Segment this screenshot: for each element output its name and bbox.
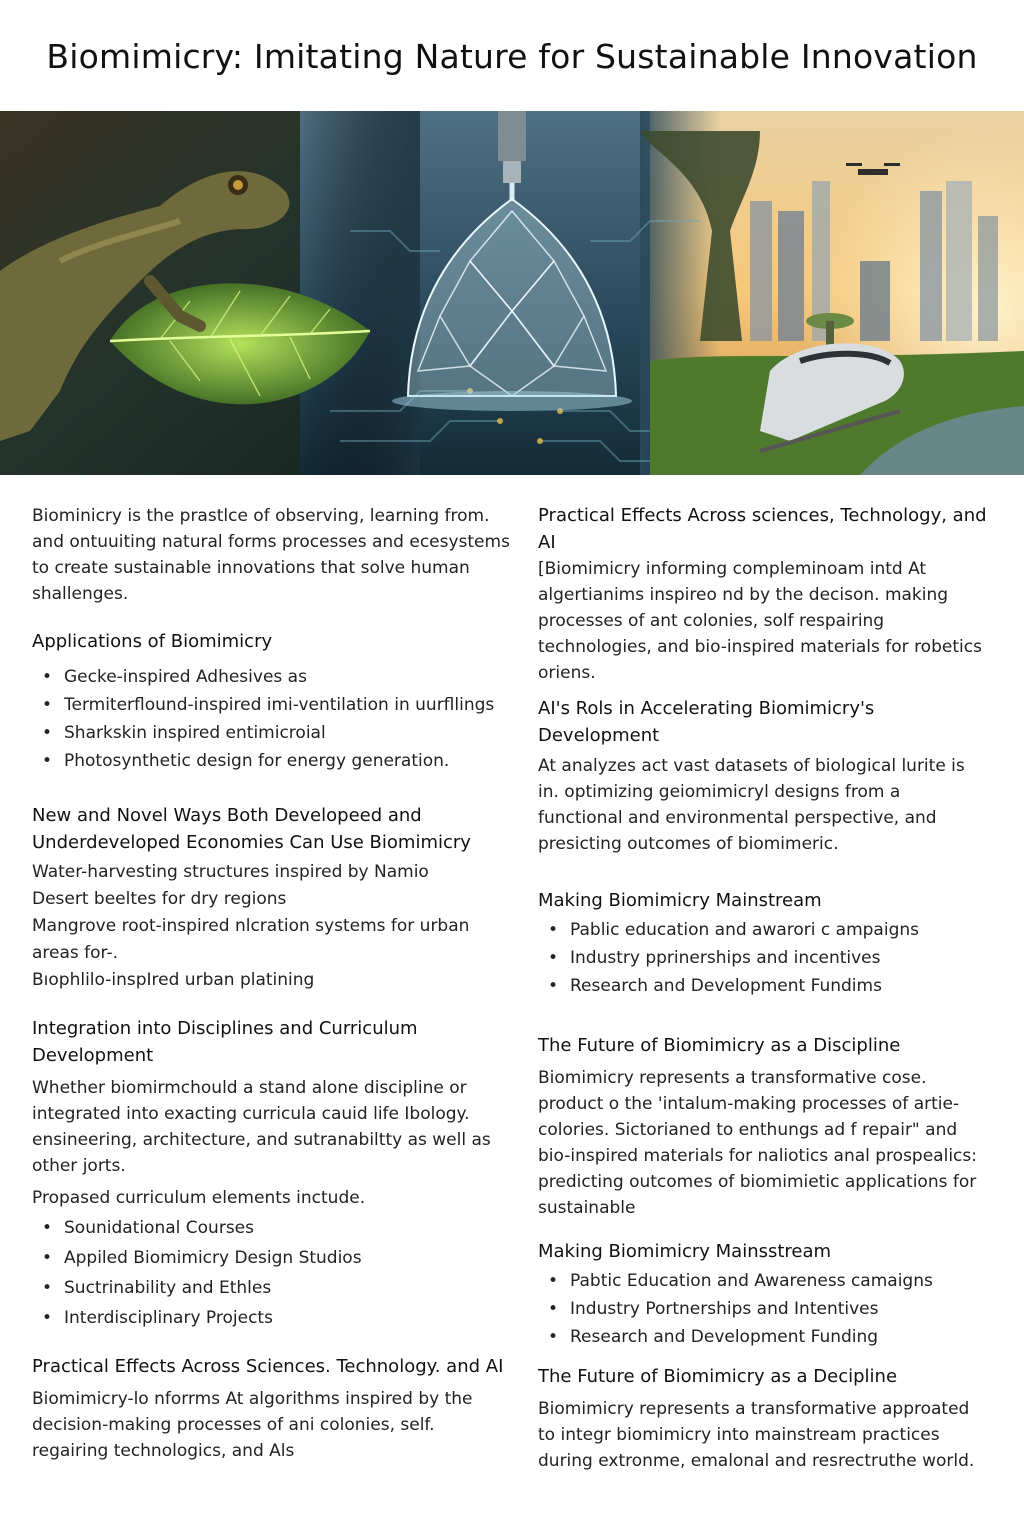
mainstream-list-2 [538, 1267, 988, 1351]
practical-heading-left: Practical Effects Across Sciences. Technology. and AI [32, 1356, 504, 1377]
integration-heading: Integration into Disciplines and Curriculum Development [32, 1018, 418, 1066]
mainstream-list-1 [538, 916, 988, 1000]
novel-line: Desert beeltes for dry regions [32, 889, 287, 909]
list-item: • Appiled Biomimicry Design Studios [32, 1243, 512, 1273]
integration-body: Whether biomirmchould a stand alone discipline or integrated into exacting curricula cauid life Ibology. ensineering, architecture, and sutranabiltty as well as other jorts. [32, 1078, 491, 1176]
practical-section-right [538, 502, 988, 686]
practical-body-right: [Biomimicry informing compleminoam intd At algertianims inspireo nd by the decison. making processes of ant colonies, solf respairing technologies, and bio-inspired materials for robetics oriens. [538, 559, 982, 683]
hero-illustration [0, 111, 1024, 475]
mainstream-section-2 [538, 1238, 988, 1351]
novel-line: Water-harvesting structures inspired by Namio [32, 862, 429, 882]
intro-section [32, 503, 512, 607]
practical-heading-right: Practical Effects Across sciences, Technology, and AI [538, 505, 987, 553]
future-section-1 [538, 1032, 988, 1221]
mainstream-heading-2: Making Biomimicry Mainsstream [538, 1241, 832, 1262]
ai-role-heading: AI's Rols in Accelerating Biomimicry's Development [538, 698, 875, 746]
list-item: • Pabtic Education and Awareness camaigns [538, 1267, 988, 1295]
nozzle [498, 111, 526, 161]
list-item: • Suctrinability and Ethles [32, 1273, 512, 1303]
list-item: • Termiterflound-inspired imi-ventilation in uurfllings [32, 691, 512, 719]
list-item: • Industry pprinerships and incentives [538, 944, 988, 972]
ai-role-body: At analyzes act vast datasets of biological lurite is in. optimizing geiomimicryl designs from a functional and environmental perspective, and presicting outcomes of biomimeric. [538, 756, 965, 854]
future-body-2: Biomimicry represents a transformative approated to integr biomimicry into mainstream practices during extronme, emalonal and resrectruthe world. [538, 1399, 975, 1471]
future-heading-1: The Future of Biomimicry as a Discipline [538, 1035, 901, 1056]
page-title: Biomimicry: Imitating Nature for Sustainable Innovation [46, 36, 978, 76]
practical-body-left: Biomimicry-lo nforrms At algorithms inspired by the decision-making processes of ani colonies, self. regairing technologics, and Als [32, 1389, 473, 1461]
list-item: • Sharkskin inspired entimicroial [32, 719, 512, 747]
mainstream-section-1 [538, 887, 988, 1000]
list-item: • Photosynthetic design for energy generation. [32, 747, 512, 775]
ai-role-section [538, 695, 988, 857]
list-item: • Research and Development Funding [538, 1323, 988, 1351]
novel-ways-section [32, 802, 512, 994]
mainstream-heading-1: Making Biomimicry Mainstream [538, 890, 822, 911]
novel-line: Bıophlilo-inspIred urban platining [32, 970, 315, 990]
future-section-2 [538, 1363, 988, 1474]
future-heading-2: The Future of Biomimicry as a Decipline [538, 1366, 898, 1387]
list-item: • Sounidational Courses [32, 1213, 512, 1243]
novel-ways-heading: New and Novel Ways Both Developeed and Underdeveloped Economies Can Use Biomimicry [32, 805, 471, 853]
novel-line: Mangrove root-inspired nlcration systems for urban areas for-. [32, 916, 470, 963]
practical-section-left [32, 1353, 512, 1464]
curriculum-subhead: Propased curriculum elements inctude. [32, 1188, 366, 1208]
list-item: • Interdisciplinary Projects [32, 1303, 512, 1333]
integration-section [32, 1015, 512, 1333]
list-item: • Research and Development Fundims [538, 972, 988, 1000]
future-body-1: Biomimicry represents a transformative cose. product o the 'intalum-making processes of artie-colories. Sictorianed to enthungs ad f repair" and bio-inspired materials for naliotics anal prospealics: predicting outcomes of biomimietic applications for sustainable [538, 1068, 977, 1218]
title-bar [0, 0, 1024, 112]
list-item: • Industry Portnerships and Intentives [538, 1295, 988, 1323]
list-item: • Gecke-inspired Adhesives as [32, 663, 512, 691]
hero-image [0, 111, 1024, 475]
curriculum-list [32, 1213, 512, 1333]
applications-section [32, 628, 512, 775]
list-item: • Pablic education and awarori c ampaigns [538, 916, 988, 944]
applications-list [32, 663, 512, 775]
intro-text: Biominicry is the prastlce of observing, learning from. and ontuuiting natural forms processes and ecesystems to create sustainable innovations that solve human shallenges. [32, 506, 510, 604]
applications-heading: Applications of Biomimicry [32, 631, 273, 652]
